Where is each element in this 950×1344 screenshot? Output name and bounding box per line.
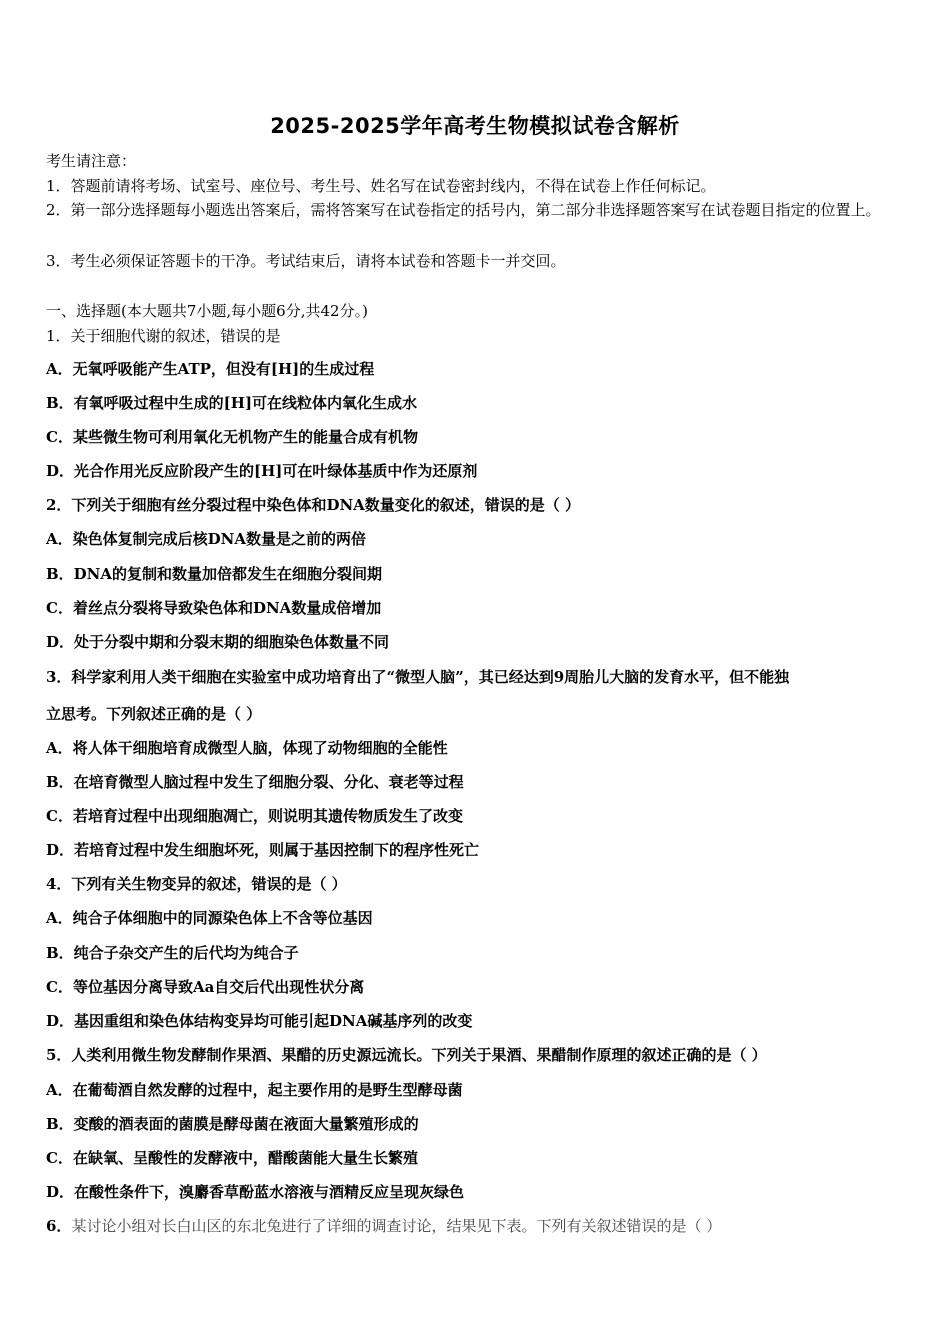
question-2-option-a: A．染色体复制完成后核DNA数量是之前的两倍 [46,530,366,548]
question-3-option-a: A．将人体干细胞培育成微型人脑，体现了动物细胞的全能性 [46,739,448,757]
question-2-stem: 2．下列关于细胞有丝分裂过程中染色体和DNA数量变化的叙述，错误的是（ ） [46,496,581,514]
question-3-option-b: B．在培育微型人脑过程中发生了细胞分裂、分化、衰老等过程 [46,773,464,791]
question-5-option-a: A．在葡萄酒自然发酵的过程中，起主要作用的是野生型酵母菌 [46,1081,463,1099]
notice-item-3: 3．考生必须保证答题卡的干净。考试结束后，请将本试卷和答题卡一并交回。 [46,252,566,270]
question-5-option-d: D．在酸性条件下，溴麝香草酚蓝水溶液与酒精反应呈现灰绿色 [46,1183,465,1201]
question-2-option-b: B．DNA的复制和数量加倍都发生在细胞分裂间期 [46,565,383,583]
question-5-option-c: C．在缺氧、呈酸性的发酵液中，醋酸菌能大量生长繁殖 [46,1149,418,1167]
notice-heading: 考生请注意： [46,152,137,170]
question-3-option-c: C．若培育过程中出现细胞凋亡，则说明其遗传物质发生了改变 [46,807,463,825]
question-1-option-c: C．某些微生物可利用氧化无机物产生的能量合成有机物 [46,428,418,446]
question-4-stem: 4．下列有关生物变异的叙述，错误的是（ ） [46,875,347,893]
question-6-text: 某讨论小组对长白山区的东北兔进行了详细的调查讨论，结果见下表。下列有关叙述错误的是（ ） [71,1217,722,1235]
question-4-option-b: B．纯合子杂交产生的后代均为纯合子 [46,944,299,962]
question-1-option-a: A．无氧呼吸能产生ATP，但没有[H]的生成过程 [46,360,375,378]
notice-item-1: 1．答题前请将考场、试室号、座位号、考生号、姓名写在试卷密封线内，不得在试卷上作任何标记。 [46,177,716,195]
question-6-stem [46,1216,906,1236]
question-1-stem: 1．关于细胞代谢的叙述，错误的是 [46,327,281,345]
question-5-stem: 5．人类利用微生物发酵制作果酒、果醋的历史源远流长。下列关于果酒、果醋制作原理的叙述正确的是（ ） [46,1046,767,1064]
question-2-option-c: C．着丝点分裂将导致染色体和DNA数量成倍增加 [46,599,382,617]
notice-item-2: 2．第一部分选择题每小题选出答案后，需将答案写在试卷指定的括号内，第二部分非选择题答案写在试卷题目指定的位置上。 [46,201,881,219]
question-6-number: 6． [46,1217,72,1235]
question-5-option-b: B．变酸的酒表面的菌膜是酵母菌在液面大量繁殖形成的 [46,1115,419,1133]
question-1-option-b: B．有氧呼吸过程中生成的[H]可在线粒体内氧化生成水 [46,394,418,412]
question-4-option-d: D．基因重组和染色体结构变异均可能引起DNA碱基序列的改变 [46,1012,473,1030]
section-heading: 一、选择题(本大题共7小题,每小题6分,共42分。) [46,302,368,320]
question-2-option-d: D．处于分裂中期和分裂末期的细胞染色体数量不同 [46,633,390,651]
question-4-option-a: A．纯合子体细胞中的同源染色体上不含等位基因 [46,909,373,927]
question-3-stem-line-2: 立思考。下列叙述正确的是（ ） [46,705,262,723]
question-1-option-d: D．光合作用光反应阶段产生的[H]可在叶绿体基质中作为还原剂 [46,462,478,480]
question-4-option-c: C．等位基因分离导致Aa自交后代出现性状分离 [46,978,365,996]
question-3-option-d: D．若培育过程中发生细胞坏死，则属于基因控制下的程序性死亡 [46,841,480,859]
exam-title: 2025-2025学年高考生物模拟试卷含解析 [270,114,680,138]
question-3-stem-line-1: 3．科学家利用人类干细胞在实验室中成功培育出了“微型人脑”，其已经达到9周胎儿大脑的发育水平，但不能独 [46,668,790,686]
